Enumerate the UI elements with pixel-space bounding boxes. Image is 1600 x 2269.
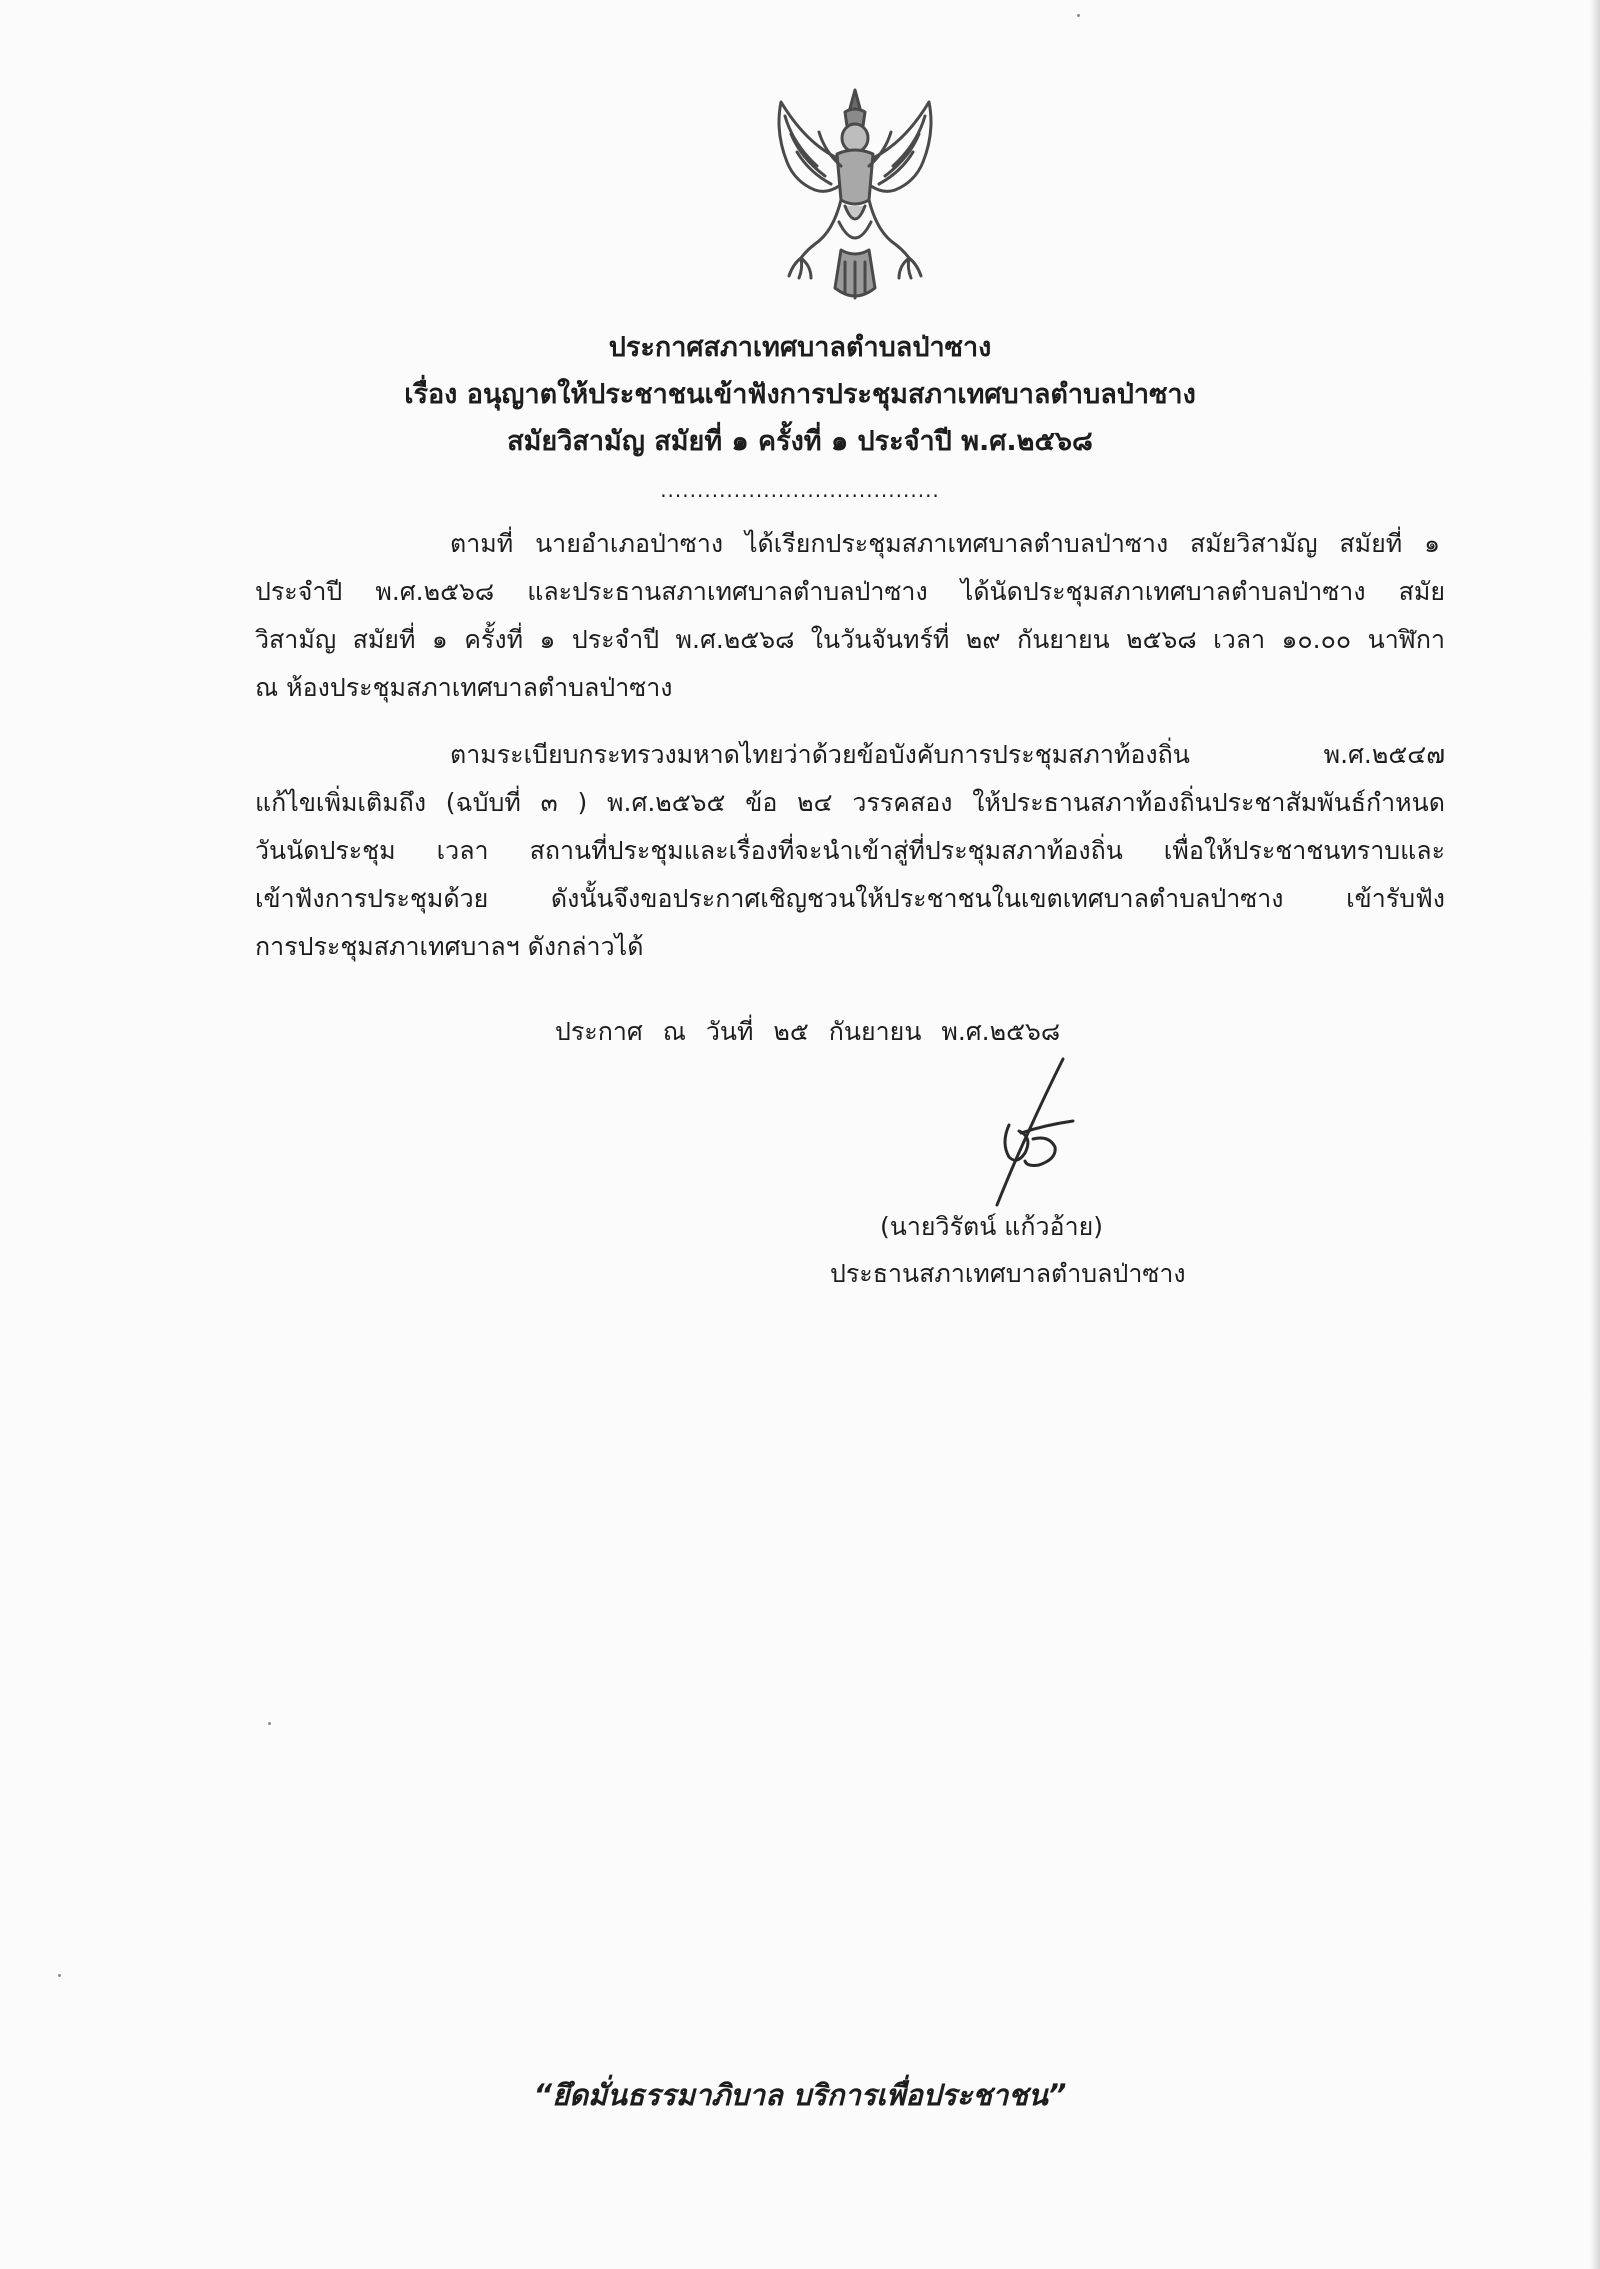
paragraph1-line2: ประจำปี พ.ศ.๒๕๖๘ และประธานสภาเทศบาลตำบลป่าซาง ได้นัดประชุมสภาเทศบาลตำบลป่าซาง สมัย (255, 577, 1445, 606)
paragraph2-line5: การประชุมสภาเทศบาลฯ ดังกล่าวได้ (255, 932, 644, 961)
handwritten-signature (975, 1055, 1095, 1215)
paragraph2-line3: วันนัดประชุม เวลา สถานที่ประชุมและเรื่องที่จะนำเข้าสู่ที่ประชุมสภาท้องถิ่น เพื่อให้ประชาชนทราบและ (255, 836, 1445, 865)
announcement-subject: เรื่อง อนุญาตให้ประชาชนเข้าฟังการประชุมสภาเทศบาลตำบลป่าซาง (404, 379, 1196, 410)
paragraph2-line1: ตามระเบียบกระทรวงมหาดไทยว่าด้วยข้อบังคับการประชุมสภาท้องถิ่น พ.ศ.๒๕๔๗ (450, 740, 1445, 769)
paper-speck (1077, 14, 1080, 17)
signatory-name: (นายวิรัตน์ แก้วอ้าย) (880, 1212, 1104, 1241)
paragraph2-line4: เข้าฟังการประชุมด้วย ดังนั้นจึงขอประกาศเชิญชวนให้ประชาชนในเขตเทศบาลตำบลป่าซาง เข้ารับฟัง (255, 884, 1445, 913)
paragraph1-line3: วิสามัญ สมัยที่ ๑ ครั้งที่ ๑ ประจำปี พ.ศ.๒๕๖๘ ในวันจันทร์ที่ ๒๙ กันยายน ๒๕๖๘ เวลา ๑๐.๐๐ นาฬิกา (255, 625, 1445, 654)
announcement-title: ประกาศสภาเทศบาลตำบลป่าซาง (608, 332, 992, 363)
header-separator: ...................................... (660, 478, 940, 502)
signatory-position: ประธานสภาเทศบาลตำบลป่าซาง (830, 1259, 1186, 1288)
footer-motto: “ยึดมั่นธรรมาภิบาล บริการเพื่อประชาชน” (533, 2078, 1067, 2112)
paragraph1-line1: ตามที่ นายอำเภอป่าซาง ได้เรียกประชุมสภาเทศบาลตำบลป่าซาง สมัยวิสามัญ สมัยที่ ๑ (450, 529, 1440, 558)
paper-speck (268, 1722, 271, 1725)
garuda-emblem-icon (745, 82, 965, 312)
announcement-date: ประกาศ ณ วันที่ ๒๕ กันยายน พ.ศ.๒๕๖๘ (555, 1017, 1061, 1046)
paragraph1-line4: ณ ห้องประชุมสภาเทศบาลตำบลป่าซาง (255, 673, 673, 702)
page-edge-shadow (1590, 0, 1600, 2269)
paragraph2-line2: แก้ไขเพิ่มเติมถึง (ฉบับที่ ๓ ) พ.ศ.๒๕๖๕ ข้อ ๒๔ วรรคสอง ให้ประธานสภาท้องถิ่นประชาสัมพันธ์กำหนด (255, 788, 1445, 817)
paper-speck (58, 1974, 61, 1977)
announcement-session: สมัยวิสามัญ สมัยที่ ๑ ครั้งที่ ๑ ประจำปี พ.ศ.๒๕๖๘ (507, 426, 1093, 457)
